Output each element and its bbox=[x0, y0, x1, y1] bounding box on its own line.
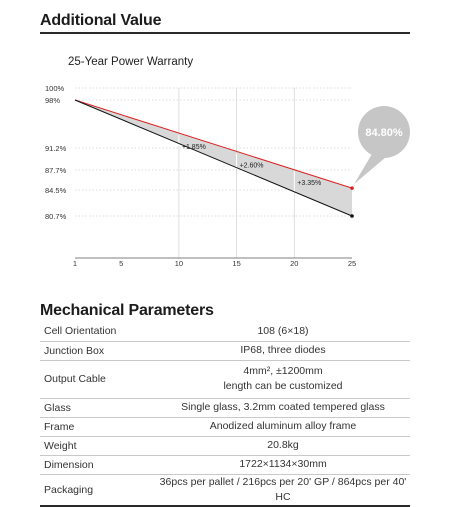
param-value: 20.8kg bbox=[156, 436, 410, 455]
y-tick-label: 80.7% bbox=[45, 212, 67, 221]
param-value: 108 (6×18) bbox=[156, 322, 410, 341]
param-label: Dimension bbox=[40, 455, 156, 474]
section-title-mechanical-parameters: Mechanical Parameters bbox=[40, 302, 214, 319]
y-tick-label: 84.5% bbox=[45, 186, 67, 195]
delta-annotation: +2.60% bbox=[239, 162, 264, 170]
mechanical-parameters-table bbox=[40, 322, 410, 507]
table-row bbox=[40, 455, 410, 474]
param-label: Packaging bbox=[40, 474, 156, 506]
param-value bbox=[156, 360, 410, 398]
param-value-line: 4mm², ±1200mm bbox=[243, 365, 323, 377]
delta-annotation: +3.35% bbox=[297, 179, 322, 187]
table-row bbox=[40, 360, 410, 398]
series-line bbox=[75, 100, 352, 216]
param-value: Anodized aluminum alloy frame bbox=[156, 417, 410, 436]
series-end-point bbox=[350, 186, 354, 190]
param-label: Cell Orientation bbox=[40, 322, 156, 341]
param-value: 1722×1134×30mm bbox=[156, 455, 410, 474]
param-label: Frame bbox=[40, 417, 156, 436]
param-label: Glass bbox=[40, 398, 156, 417]
param-label: Weight bbox=[40, 436, 156, 455]
table-row bbox=[40, 322, 410, 341]
y-tick-label: 91.2% bbox=[45, 144, 67, 153]
table-row bbox=[40, 341, 410, 360]
section-title-additional-value: Additional Value bbox=[40, 12, 162, 29]
x-tick-label: 10 bbox=[174, 259, 184, 268]
table-row bbox=[40, 417, 410, 436]
x-tick-label: 15 bbox=[232, 259, 241, 268]
delta-annotation: +1.85% bbox=[181, 143, 206, 151]
series-end-point bbox=[350, 214, 354, 218]
x-tick-label: 25 bbox=[347, 259, 357, 268]
y-tick-label: 87.7% bbox=[45, 166, 67, 175]
callout-pointer bbox=[354, 154, 386, 184]
chart-title: 25-Year Power Warranty bbox=[68, 56, 194, 68]
param-value: Single glass, 3.2mm coated tempered glass bbox=[156, 398, 410, 417]
x-tick-label: 1 bbox=[72, 259, 78, 268]
table-row bbox=[40, 398, 410, 417]
param-value: IP68, three diodes bbox=[156, 341, 410, 360]
x-tick-label: 20 bbox=[290, 259, 299, 268]
callout-value: 84.80% bbox=[365, 127, 403, 139]
x-tick-label: 5 bbox=[119, 259, 124, 268]
series-line bbox=[75, 100, 352, 188]
y-tick-label: 100% bbox=[45, 84, 65, 93]
table-row bbox=[40, 474, 410, 506]
param-value: 36pcs per pallet / 216pcs per 20' GP / 864pcs per 40' HC bbox=[156, 474, 410, 506]
param-label: Junction Box bbox=[40, 341, 156, 360]
table-row bbox=[40, 436, 410, 455]
param-label: Output Cable bbox=[40, 360, 156, 398]
y-tick-label: 98% bbox=[45, 96, 61, 105]
param-value-line: length can be customized bbox=[223, 380, 343, 392]
